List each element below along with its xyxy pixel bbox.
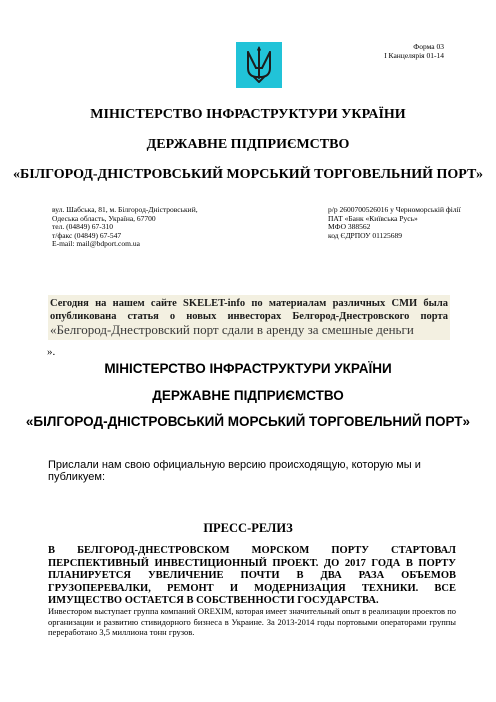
form-number <box>330 42 444 60</box>
enterprise-title: ДЕРЖАВНЕ ПІДПРИЄМСТВО <box>146 137 350 152</box>
intro-text: Сегодня на нашем сайте SKELET-info по материалам различных СМИ была опубликована статья о новых инвесторах Белгород-Днестровского порта <box>50 298 448 322</box>
ministry-title: МІНІСТЕРСТВО ІНФРАСТРУКТУРИ УКРАЇНИ <box>90 107 406 122</box>
bank-block <box>328 206 478 240</box>
highlighted-intro <box>48 295 450 340</box>
bank-account-line: р/р 2600700526016 у Черноморській філії <box>328 205 461 214</box>
enterprise-title-2: ДЕРЖАВНЕ ПІДПРИЄМСТВО <box>152 388 344 403</box>
press-release-title: ПРЕСС-РЕЛИЗ <box>203 521 293 535</box>
edrpou-line: код ЄДРПОУ 01125689 <box>328 230 403 240</box>
phone-line: тел. (04849) 67-310 <box>52 222 113 231</box>
form-line-1: Форма 03 <box>413 42 444 51</box>
fax-line: т/факс (04849) 67-547 <box>52 230 122 240</box>
intro-paragraph <box>50 297 448 338</box>
address-line: Одеська область, Україна, 67700 <box>52 213 156 223</box>
address-line: вул. Шабська, 81, м. Білгород-Дністровський, <box>52 205 198 214</box>
press-body: Инвестором выступает группа компаний OREXIM, которая имеет значительный опыт в реализации проектов по организации и развитию стивидорного бизнеса в Украине. За 2013-2014 годы портовыми операторами группы переработано 3,5 миллиона тонн грузов. <box>48 606 456 637</box>
article-link[interactable]: «Белгород-Днестровский порт сдали в аренду за смешные деньги <box>50 322 414 337</box>
email-line: E-mail: mail@bdport.com.ua <box>52 239 140 248</box>
port-title: «БІЛГОРОД-ДНІСТРОВСЬКИЙ МОРСЬКИЙ ТОРГОВЕЛЬНИЙ ПОРТ» <box>13 167 483 182</box>
sent-note: Прислали нам свою официальную версию происходящую, которую мы и публикуем: <box>48 459 421 483</box>
port-title-2: «БІЛГОРОД-ДНІСТРОВСЬКИЙ МОРСЬКИЙ ТОРГОВЕЛЬНИЙ ПОРТ» <box>25 414 471 429</box>
quote-close: ». <box>47 346 56 358</box>
trident-emblem-icon <box>236 42 282 88</box>
form-line-2: І Канцелярія 01-14 <box>384 51 444 60</box>
mfo-line: МФО 388562 <box>328 222 371 231</box>
press-lead: В БЕЛГОРОД-ДНЕСТРОВСКОМ МОРСКОМ ПОРТУ СТАРТОВАЛ ПЕРСПЕКТИВНЫЙ ИНВЕСТИЦИОННЫЙ ПРОЕКТ. ДО 2017 ГОДА В ПОРТУ ПЛАНИРУЕТСЯ УВЕЛИЧЕНИЕ ПОЧТИ В ДВА РАЗА ОБЪЕМОВ ГРУЗОПЕРЕВАЛКИ, РЕМОНТ И МОДЕРНИЗАЦИЯ ТЕХНИКИ. ВСЕ ИМУЩЕСТВО ОСТАЕТСЯ В СОБСТВЕННОСТИ ГОСУДАРСТВА. <box>48 545 456 606</box>
ministry-title-2: МІНІСТЕРСТВО ІНФРАСТРУКТУРИ УКРАЇНИ <box>104 361 392 376</box>
bank-name-line: ПАТ «Банк «Київська Русь» <box>328 213 418 223</box>
address-block <box>52 206 232 249</box>
